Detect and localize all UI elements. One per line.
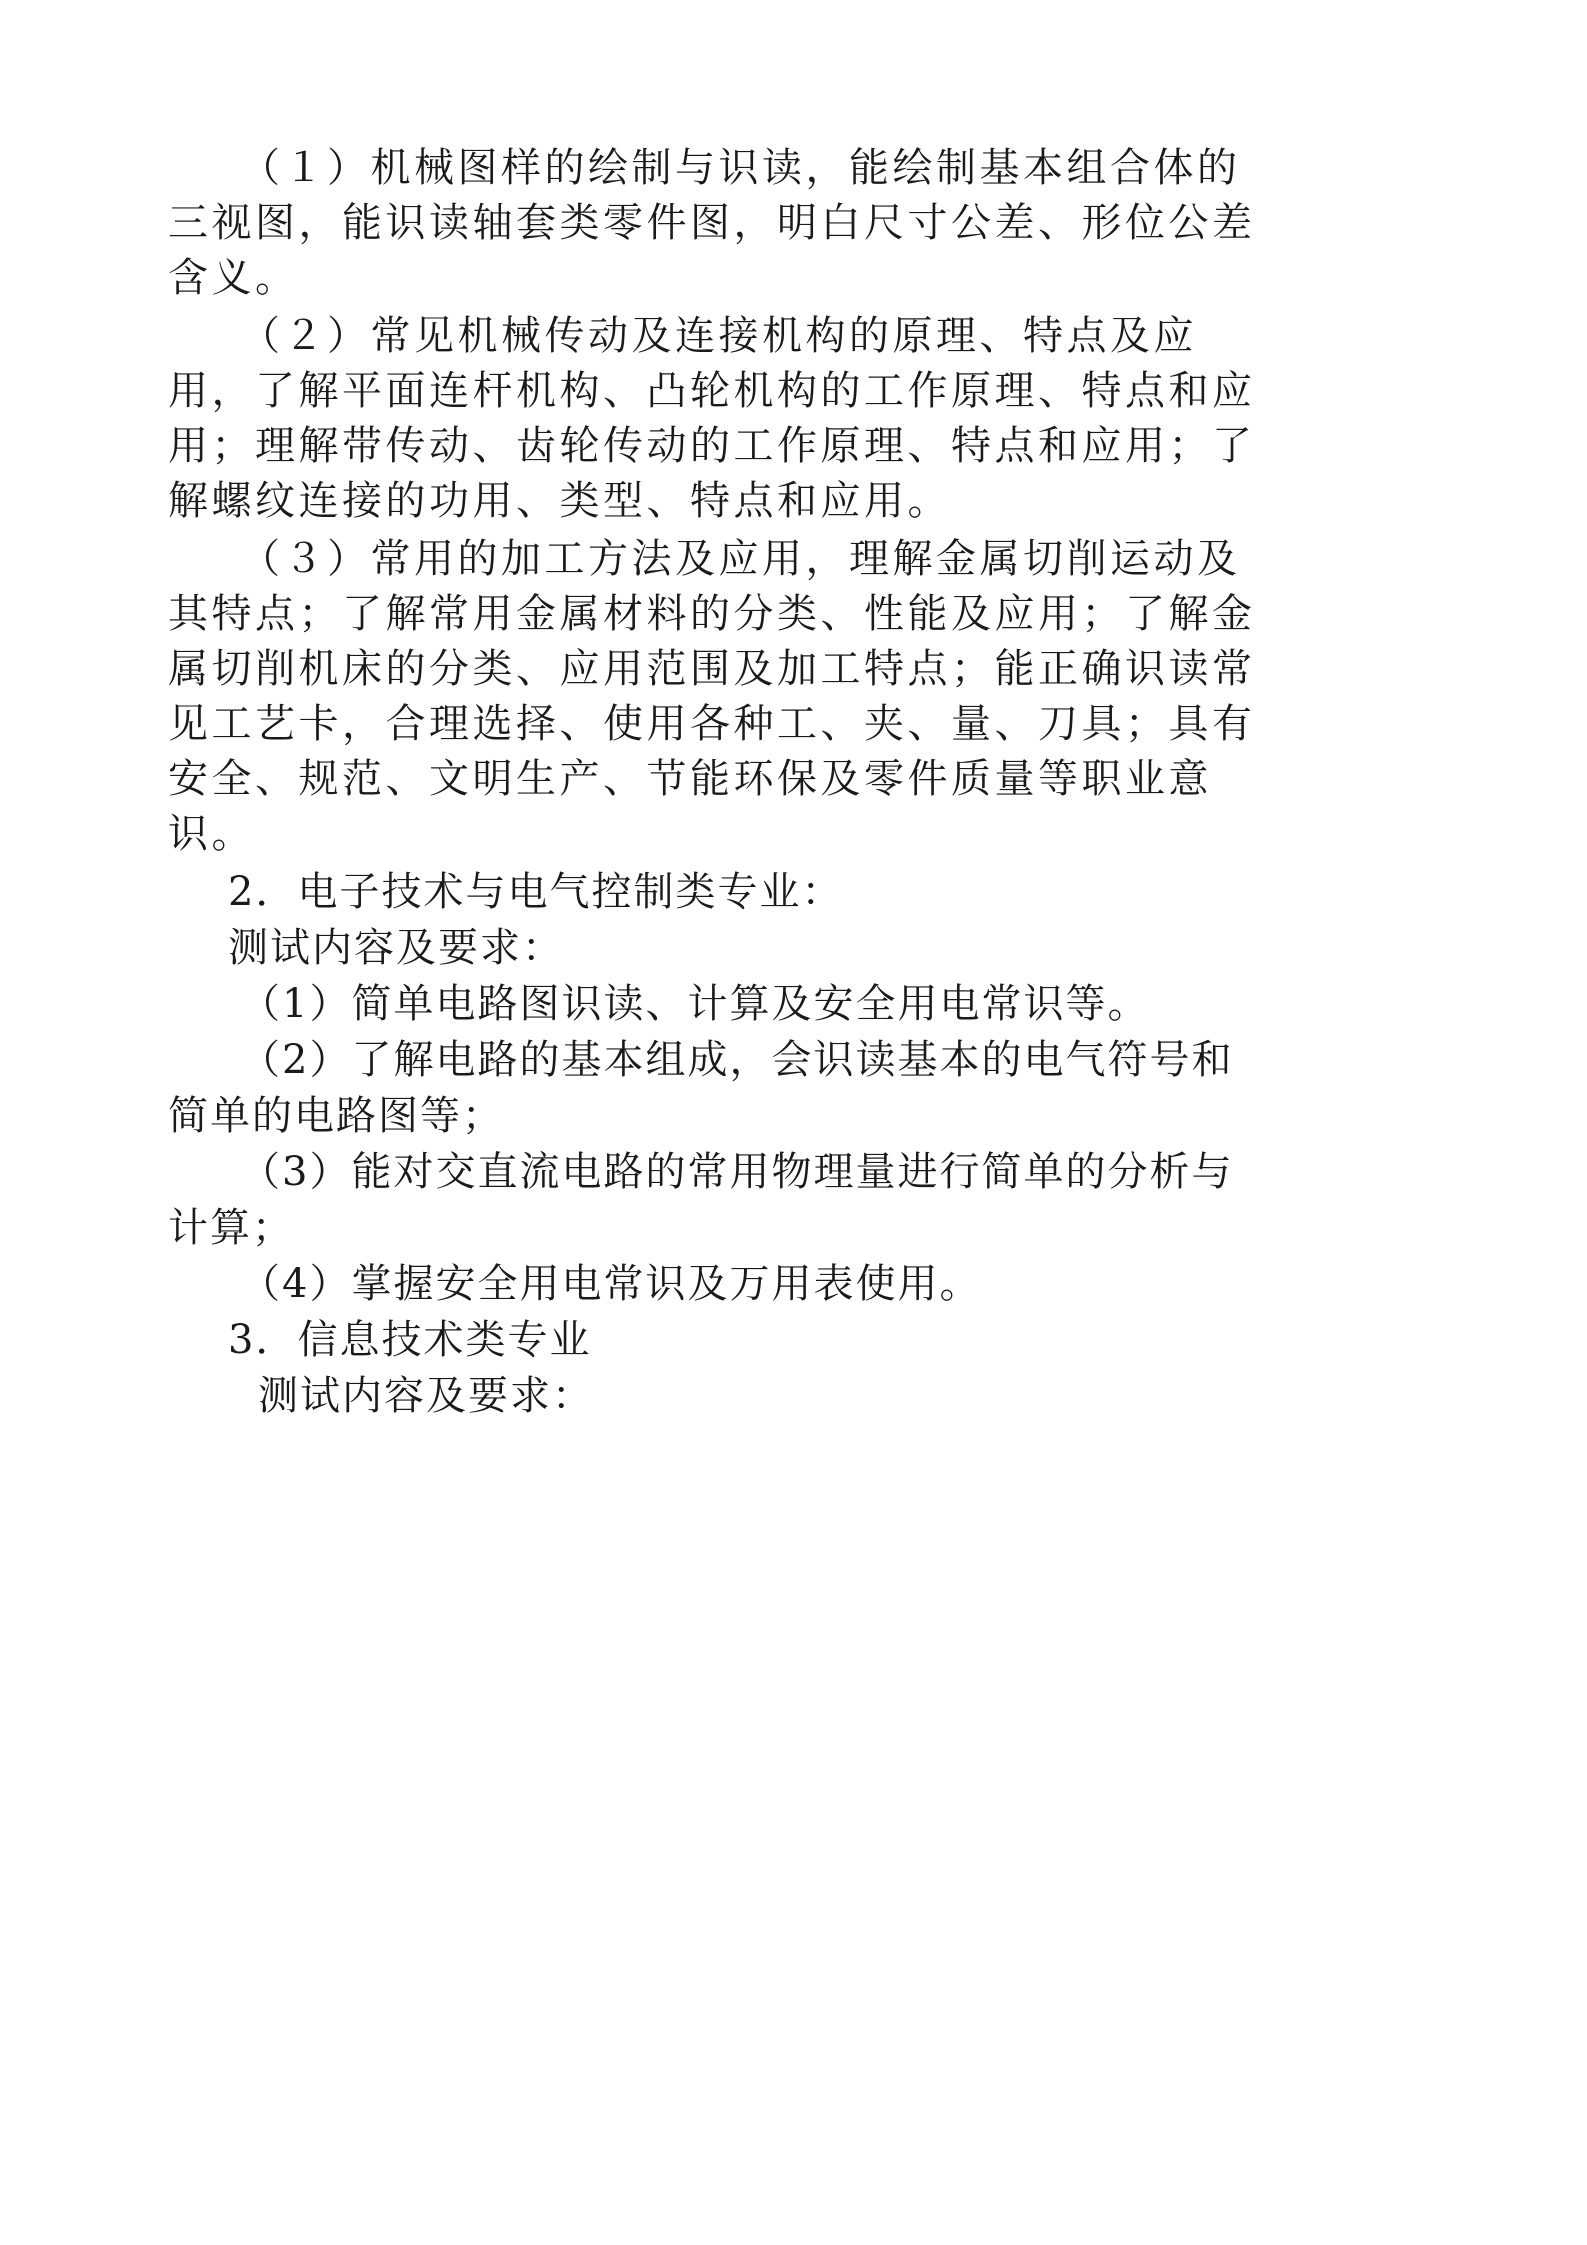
paragraph-3-line-4: 见工艺卡，合理选择、使用各种工、夹、量、刀具；具有 xyxy=(168,701,1256,747)
section-2-item-3-line-1: （3）能对交直流电路的常用物理量进行简单的分析与 xyxy=(240,1149,1234,1195)
paragraph-2-line-2: 用，了解平面连杆机构、凸轮机构的工作原理、特点和应 xyxy=(168,368,1256,414)
paragraph-1-line-2: 三视图，能识读轴套类零件图，明白尺寸公差、形位公差 xyxy=(168,200,1256,246)
paragraph-3-line-1: （３）常用的加工方法及应用，理解金属切削运动及 xyxy=(240,536,1241,582)
paragraph-3-line-5: 安全、规范、文明生产、节能环保及零件质量等职业意 xyxy=(168,756,1212,802)
section-2-item-2-line-1: （2）了解电路的基本组成，会识读基本的电气符号和 xyxy=(240,1037,1234,1083)
paragraph-2-line-4: 解螺纹连接的功用、类型、特点和应用。 xyxy=(168,478,951,524)
paragraph-3-line-3: 属切削机床的分类、应用范围及加工特点；能正确识读常 xyxy=(168,646,1256,692)
section-3-heading: 3．信息技术类专业 xyxy=(228,1317,592,1363)
section-2-item-3-line-2: 计算； xyxy=(168,1205,294,1251)
paragraph-1-line-1: （１）机械图样的绘制与识读，能绘制基本组合体的 xyxy=(240,145,1241,191)
section-2-item-4: （4）掌握安全用电常识及万用表使用。 xyxy=(240,1261,982,1307)
section-2-heading: 2．电子技术与电气控制类专业： xyxy=(228,869,844,915)
paragraph-1-line-3: 含义。 xyxy=(168,255,299,301)
paragraph-3-line-2: 其特点；了解常用金属材料的分类、性能及应用；了解金 xyxy=(168,591,1256,637)
paragraph-2-line-1: （２）常见机械传动及连接机构的原理、特点及应 xyxy=(240,313,1197,359)
section-2-item-2-line-2: 简单的电路图等； xyxy=(168,1093,504,1139)
paragraph-3-line-6: 识。 xyxy=(168,811,255,857)
section-2-subheading: 测试内容及要求： xyxy=(228,925,564,971)
section-3-subheading: 测试内容及要求： xyxy=(258,1373,594,1419)
section-2-item-1: （1）简单电路图识读、计算及安全用电常识等。 xyxy=(240,981,1150,1027)
paragraph-2-line-3: 用；理解带传动、齿轮传动的工作原理、特点和应用；了 xyxy=(168,423,1256,469)
